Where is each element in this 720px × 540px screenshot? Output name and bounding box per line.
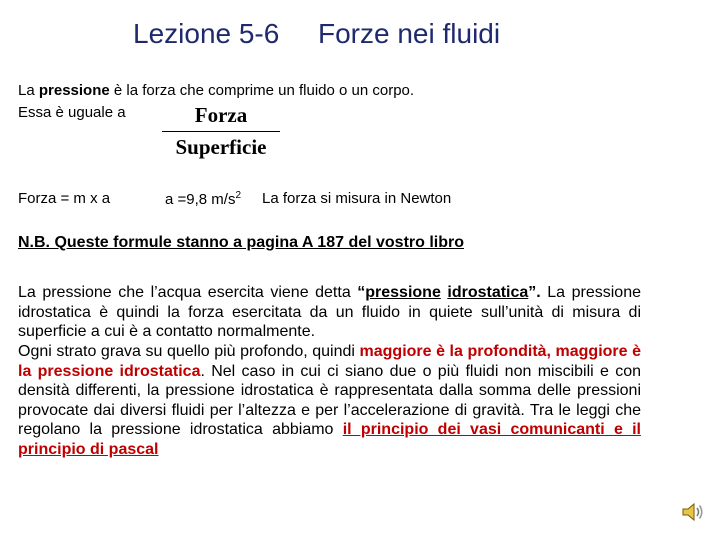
force-unit-note: La forza si misura in Newton	[262, 190, 452, 207]
page-title: Forze nei fluidi	[318, 18, 501, 49]
p2-highlight-depth: maggiore è la profondità, maggiore è la pressione idrostatica	[18, 343, 642, 380]
intro-text-c: è la forza che comprime un fluido o un corpo.	[109, 82, 415, 99]
formula-force: Forza = m x a	[18, 190, 111, 207]
p1-quote-close: ”.	[528, 284, 541, 301]
p1-term-idrostatica: idrostatica	[447, 284, 529, 301]
pressure-fraction	[162, 103, 280, 160]
intro-text-a: La	[18, 82, 39, 99]
intro-line-1	[18, 82, 414, 99]
fraction-denominator: Superficie	[175, 135, 267, 159]
paragraph-depth-pressure	[18, 342, 641, 460]
intro-line-2: Essa è uguale a	[18, 104, 126, 121]
p1-term-pressione: pressione	[365, 284, 441, 301]
speaker-icon[interactable]	[680, 500, 704, 524]
fraction-numerator: Forza	[194, 103, 248, 127]
book-reference-note: N.B. Queste formule stanno a pagina A 187 del vostro libro	[18, 234, 465, 251]
formula-acceleration	[165, 190, 241, 208]
p1-text-2: La pressione idrostatica è quindi la forza esercitata da un fluido in quiete sull’unità di misura di superficie a cui è a contatto normalmente.	[18, 284, 641, 341]
accel-exponent: 2	[235, 190, 242, 201]
accel-text: a =9,8 m/s	[165, 191, 236, 208]
p2-highlight-principles: il principio dei vasi comunicanti e il principio di pascal	[18, 421, 641, 458]
p1-text-1: La pressione che l’acqua esercita viene detta	[18, 284, 358, 301]
p2-text-1: Ogni strato grava su quello più profondo, quindi	[18, 343, 360, 360]
p1-quote-open: “	[357, 284, 366, 301]
paragraph-hydrostatic-pressure	[18, 283, 641, 342]
p2-text-2: . Nel caso in cui ci siano due o più fluidi non miscibili e con densità differenti, la pressione idrostatica è rappresentata dalla somma delle pressioni provocate dai diversi fluidi per l’altezza e per l’accelerazione di gravità. Tra le leggi che regolano la pressione idrostatica abbiamo	[18, 362, 642, 439]
lesson-number: Lezione 5-6	[133, 18, 280, 49]
intro-keyword-pressione: pressione	[38, 82, 110, 99]
